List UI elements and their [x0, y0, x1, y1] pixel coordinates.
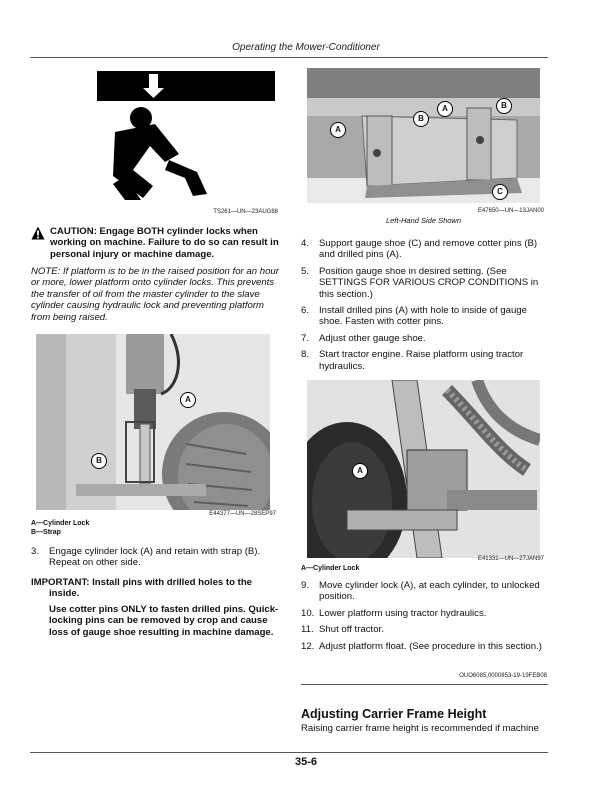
important-notice-detail: Use cotter pins ONLY to fasten drilled pins. Quick-locking pins can be removed by crop and cause loss of gauge shoe resulting in machine damage.	[49, 604, 279, 638]
step-number: 10.	[301, 607, 315, 619]
cylinder-lock-unlocked-photo	[307, 380, 540, 558]
step-12	[301, 641, 548, 652]
header-rule	[30, 57, 548, 58]
step-number: 3.	[31, 546, 40, 557]
section-heading: Adjusting Carrier Frame Height	[301, 707, 487, 721]
callout-c: C	[492, 184, 508, 200]
step-11	[301, 624, 548, 635]
step-text: Position gauge shoe in desired setting. (See SETTINGS FOR VARIOUS CROP CONDITIONS in this section.)	[319, 265, 539, 300]
step-text: Move cylinder lock (A), at each cylinder, to unlocked position.	[319, 580, 540, 603]
step-text: Engage cylinder lock (A) and retain with strap (B). Repeat on other side.	[49, 546, 261, 569]
callout-a: A	[330, 122, 346, 138]
figure-caption: Left-Hand Side Shown	[385, 216, 462, 225]
warning-triangle-icon	[31, 226, 45, 240]
step-9	[301, 580, 548, 603]
legend-item: A—Cylinder Lock	[31, 520, 90, 527]
step-7	[301, 333, 548, 344]
note-text: NOTE: If platform is to be in the raised position for an hour or more, lower platform onto cylinder locks. This prevents the transfer of oil from the master cylinder to the slave cylinder causing hydraulic lock and preventing platform from being raised.	[31, 266, 279, 323]
figure-code: E41331—UN—27JAN97	[477, 556, 544, 562]
step-number: 6.	[301, 305, 310, 317]
callout-a: A	[180, 392, 196, 408]
step-3	[31, 546, 281, 569]
figure-legend: A—Cylinder Lock	[301, 565, 360, 572]
callout-a: A	[352, 463, 368, 479]
steps-list-1	[301, 238, 548, 372]
legend-item: B—Strap	[31, 529, 61, 536]
step-text: Adjust platform float. (See procedure in this section.)	[319, 640, 542, 652]
callout-b: B	[91, 453, 107, 469]
step-number: 8.	[301, 349, 310, 361]
step-10	[301, 608, 548, 619]
cylinder-lock-photo	[36, 334, 270, 510]
step-6	[301, 305, 548, 328]
figure-legend	[31, 519, 231, 537]
callout-b: B	[413, 111, 429, 127]
step-number: 11.	[301, 624, 314, 636]
step-text: Install drilled pins (A) with hole to inside of gauge shoe. Fasten with cotter pins.	[319, 305, 527, 328]
figure-code: E44377—UN—28SEP97	[209, 511, 276, 517]
important-notice: IMPORTANT: Install pins with drilled holes to the inside.	[31, 577, 253, 600]
reference-code: OUO6085,0000853-19-19FEB08	[459, 673, 547, 679]
page-number: 35-6	[294, 756, 318, 768]
step-number: 12.	[301, 640, 315, 652]
step-text: Adjust other gauge shoe.	[319, 332, 426, 344]
figure-code: E47650—UN—13JAN00	[477, 208, 544, 214]
figure-code: TS261—UN—23AUG88	[213, 209, 278, 215]
section-intro: Raising carrier frame height is recommended if machine	[301, 723, 539, 734]
step-5	[301, 266, 548, 300]
section-rule	[301, 684, 548, 685]
step-number: 7.	[301, 332, 310, 344]
step-8	[301, 349, 548, 372]
step-text: Start tractor engine. Raise platform using tractor hydraulics.	[319, 349, 524, 372]
step-4	[301, 238, 548, 261]
steps-list-2	[301, 580, 548, 652]
step-number: 9.	[301, 580, 310, 591]
step-text: Lower platform using tractor hydraulics.	[319, 607, 487, 619]
step-text: Shut off tractor.	[319, 624, 384, 636]
caution-text: CAUTION: Engage BOTH cylinder locks when working on machine. Failure to do so can result in personal injury or machine damage.	[50, 226, 279, 260]
running-header: Operating the Mower-Conditioner	[232, 42, 380, 53]
crush-hazard-pictogram	[95, 66, 277, 206]
callout-a: A	[437, 101, 453, 117]
step-number: 5.	[301, 265, 310, 277]
step-number: 4.	[301, 238, 310, 249]
step-text: Support gauge shoe (C) and remove cotter pins (B) and drilled pins (A).	[319, 238, 538, 261]
footer-rule	[30, 752, 548, 753]
callout-b: B	[496, 98, 512, 114]
